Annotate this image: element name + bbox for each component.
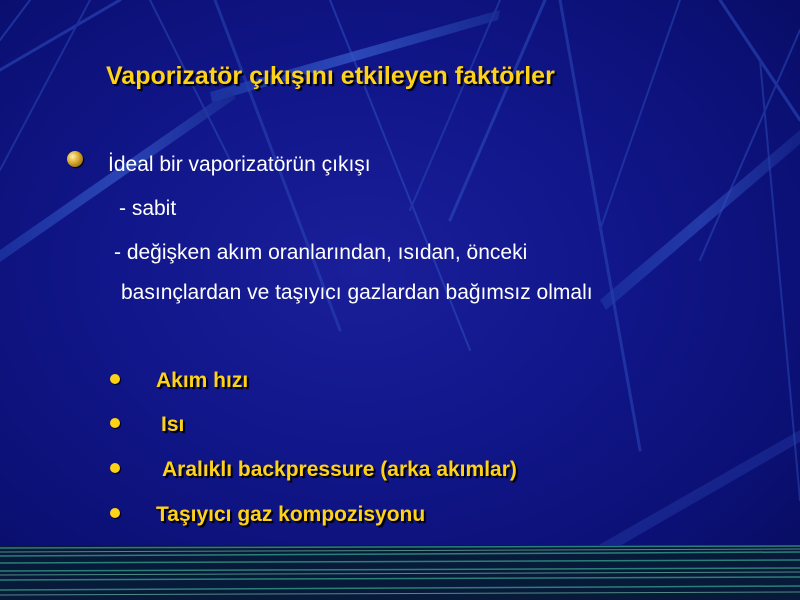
yellow-dot-bullet-icon [110,463,120,473]
factor-item-1: Akım hızı [156,369,249,392]
gold-sphere-bullet-icon [67,151,83,167]
yellow-dot-bullet-icon [110,508,120,518]
factor-item-3: Aralıklı backpressure (arka akımlar) [162,458,517,481]
factor-item-4: Taşıyıcı gaz kompozisyonu [156,503,426,526]
yellow-dot-bullet-icon [110,374,120,384]
factor-item-2: Isı [161,413,185,436]
main-point: İdeal bir vaporizatörün çıkışı [108,153,371,176]
sub-line-2: - değişken akım oranlarından, ısıdan, önceki [114,241,528,264]
sub-line-3: basınçlardan ve taşıyıcı gazlardan bağımsız olmalı [121,281,593,304]
sub-line-1: - sabit [119,197,177,220]
slide-title: Vaporizatör çıkışını etkileyen faktörler [106,62,555,90]
yellow-dot-bullet-icon [110,418,120,428]
